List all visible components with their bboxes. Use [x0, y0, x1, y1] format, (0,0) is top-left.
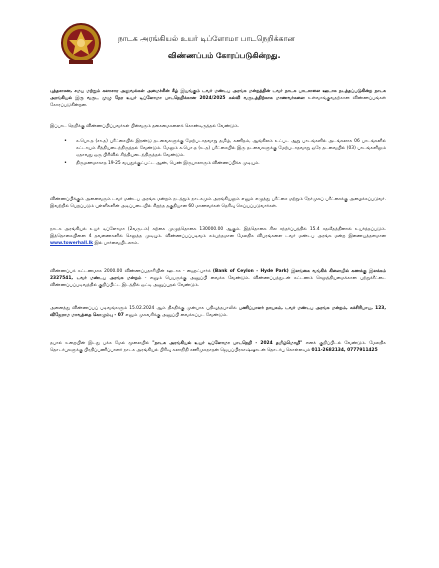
payment-paragraph	[50, 268, 386, 289]
requirement-item: • க.பொ.த (சா.த) பரீட்சையில் இரண்டு தடவைகளுக்கு மேற்படாதவாறு தமிழ், கணிதம், ஆங்கிலம் உட்பட ஆறு பாடங்களில் அடங்கலாக 06 பாடங்களில் கட்டாயம் சித்தியடைந்திருத்தல் வேண்டும். மேலும் க.பொ.த (உ.த) பரீட்சையில் இரு தடவைகளுக்கு மேற்படாதவாறு ஒரே தடவையில் (03) பாடங்களிலும் ஏதாவது ஒரு பிரிவில் சித்தியடைந்திருத்தல் வேண்டும்.	[50, 138, 386, 159]
government-emblem-icon	[60, 22, 102, 66]
eligibility-intro: இப்பாட நெறிக்கு விண்ணப்பிப்பவர்கள் பின்வரும் தகைமைகளைக் கொண்டிருத்தல் வேண்டும்.	[50, 124, 240, 129]
payment-bank-details: (Bank of Ceylon - Hyde Park) இலங்கை வங்கிக் கிளையில் கணக்கு இலக்கம் 2327541, டவர் மண்டப அரங்க மன்றம்	[50, 269, 386, 282]
fees-tail: இல் பார்வையிடலாம்.	[94, 241, 139, 247]
fees-paragraph	[50, 226, 386, 247]
submission-text-a: அனைத்து விண்ணப்பப் படிவங்களும் 15.02.2024 ஆம் திகதிக்கு முன்பாக பதிவுத்தபாலில்	[50, 306, 239, 311]
contact-phones: 011-2682134, 0777911425	[311, 348, 378, 354]
submission-text-b: எனும் முகவரிக்கு அனுப்பி வைக்கப்பட வேண்டும்.	[125, 313, 228, 319]
submission-address: பணிப்பாளர் நாயகம், டவர் மண்டப அரங்க மன்றம், சுச்சிரிபாய, 123, விஜேராம மாவத்தை கொழும்பு - 07	[50, 306, 387, 319]
notice-subtitle: விண்ணப்பம் கோரப்படுகின்றது.	[168, 51, 281, 60]
requirement-item: • திருமணமாகாத 19-25 வயதுக்குட்பட்ட ஆண், பெண் இருபாலாரும் விண்ணப்பிக்க முடியும்.	[50, 160, 386, 167]
website-link[interactable]: www.towerhall.lk	[50, 241, 94, 247]
requirements-list	[50, 138, 386, 168]
notice-title: நாடக அரங்கியல் உயர் டிப்ளோமா பாடநெறிக்கான	[118, 34, 295, 43]
submission-paragraph	[50, 305, 386, 319]
intro-text: புத்தசாசன, சமய மற்றும் கலாசார அலுவல்கள் அமைச்சின் கீழ் இயங்கும் டவர் மண்டப அரங்க மன்றத்தின் டவர் நாடக பாடசாலை ஊடாக நடத்தப்படுகின்ற நாடக அரங்கியல் இரு வருட முழு நேர உயர் டிப்ளோமா பாடநெறிக்கான 2024/2025 கல்வி வருடத்திற்காக மாணவர்களை	[50, 89, 386, 102]
payment-text-b: - எனும் பெயருக்கு அனுப்பி வைக்க வேண்டும். விண்ணப்பத்துடன் கட்டணம் செலுத்தியமைக்கான பற்றுச்சீட்டை விண்ணப்பப்படிவத்தில் குறிப்பிட்ட இடத்தில் ஒட்டி அனுப்புதல் வேண்டும்.	[50, 276, 387, 289]
emblem-graphic	[60, 22, 102, 66]
fees-text: நாடக அரங்கியல் உயர் டிப்ளோமா (2வருடம்) கற்கை முழுத்தொகை 130000.00 ஆகும். இத்தொகை சில சந்தர்ப்பத்தில் 15.4 சதவீதத்தினால் உயர்த்தப்படும். இத்தொகையினை 4 தவணைகளில் செலுத்த முடியும். விண்ணப்பப்படிவம் சம்பந்தமான மேலதிக விபரங்களை டவர் மண்டப அரங்க மன்ற இணையத்தளமான	[50, 227, 386, 240]
payment-text-a: விண்ணப்பக் கட்டணமாக 2000.00 விண்ணப்பதாரியின் ஊடாக - ஹைட்பார்க்	[50, 269, 213, 274]
footer-paragraph	[50, 340, 386, 354]
intro-tail: உள்வாங்குவதற்கான விண்ணப்பங்கள் கோரப்படுகின்றன.	[50, 96, 386, 109]
selection-paragraph: விண்ணப்பிக்கும் அனைவரும் டவர் மண்டப அரங்க மன்றம் நடத்தும் நாடகமும் அரங்கியலும் எனும் எழுத்து பரீட்சை மற்றும் நேர்முகப் பரீட்சைக்கு அழைக்கப்படுவர். இவற்றில் பெறப்படும் புள்ளிகளின் அடிப்படையில் சிறந்த தகுதியான 60 மாணவர்கள் தெரிவு செய்யப்படுவார்கள்.	[50, 197, 386, 210]
intro-paragraph	[50, 88, 386, 109]
footer-envelope-label: "நாடக அரங்கியல் உயர் டிப்ளோமா பாடநெறி - 2024 தமிழ்மொழி"	[152, 341, 303, 346]
footer-text-b: எனக் குறிப்பிடல் வேண்டும். மேலதிக தொடர்புகளுக்கு பிரதிப்பணிப்பாளர் நாடக அரங்கியல் பிரிவு கலாநிதி சணிமுகநாதன் ஜெயப்பிரகாஷ்ஷுடன் தொடர்பு கொள்ளவும்	[50, 341, 386, 354]
footer-text-a: தபால் உறையின் இடது பக்க மேல் மூலையில்	[50, 341, 153, 346]
